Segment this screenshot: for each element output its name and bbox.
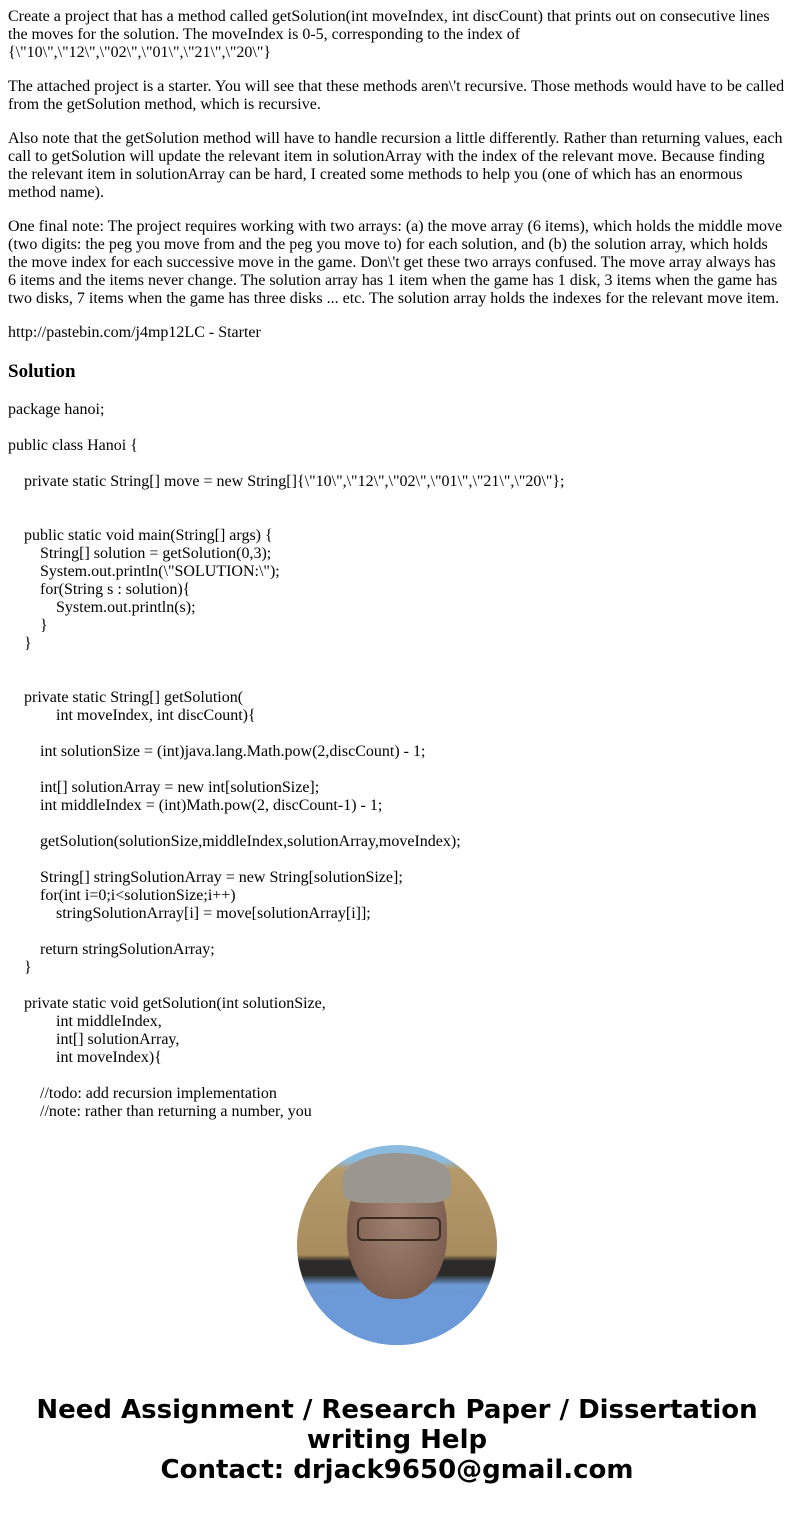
code-line — [8, 653, 786, 671]
code-line: getSolution(solutionSize,middleIndex,solutionArray,moveIndex); — [40, 833, 461, 850]
code-line: stringSolutionArray[i] = move[solutionArray[i]]; — [56, 905, 371, 922]
code-line — [8, 725, 786, 743]
code-line — [8, 509, 786, 527]
question — [8, 8, 786, 342]
question-paragraph: One final note: The project requires working with two arrays: (a) the move array (6 items), which holds the middle move (two digits: the peg you move from and the peg you move to) for each solution, and (b) the solution array, which holds the move index for each successive move in the game. Don\'t get these two arrays confused. The move array always has 6 items and the items never change. The solution array has 1 item when the game has 1 disk, 3 items when the game has two disks, 7 items when the game has three disks ... etc. The solution array holds the indexes for the relevant move item. — [8, 218, 783, 307]
code-line: private static String[] move = new String[]{\"10\",\"12\",\"02\",\"01\",\"21\",\"20\"}; — [24, 473, 565, 490]
solution-code — [8, 401, 786, 1121]
code-line: //todo: add recursion implementation — [40, 1085, 277, 1102]
code-line: int middleIndex, — [56, 1013, 162, 1030]
code-line: //note: rather than returning a number, you — [40, 1103, 312, 1120]
code-line — [8, 923, 786, 941]
contact-banner — [8, 1395, 786, 1485]
code-line: int[] solutionArray, — [56, 1031, 180, 1048]
contact-text: Contact: drjack9650@gmail.com — [160, 1455, 634, 1485]
code-line — [8, 977, 786, 995]
code-line: } — [24, 635, 32, 652]
help-text: Need Assignment / Research Paper / Dissertation writing Help — [36, 1395, 758, 1455]
code-line: int moveIndex, int discCount){ — [56, 707, 256, 724]
question-paragraph: The attached project is a starter. You will see that these methods aren\'t recursive. Those methods would have to be called from the getSolution method, which is recursive. — [8, 78, 785, 113]
question-paragraph: Create a project that has a method called getSolution(int moveIndex, int discCount) that prints out on consecutive lines the moves for the solution. The moveIndex is 0-5, corresponding to the index of {\"10\",\"12\",\"02\",\"01\",\"21\",\"20\"} — [8, 8, 770, 61]
code-line — [8, 419, 786, 437]
author-photo-container — [8, 1145, 786, 1345]
code-line: int[] solutionArray = new int[solutionSize]; — [40, 779, 320, 796]
code-line: for(int i=0;i<solutionSize;i++) — [40, 887, 236, 904]
code-line: } — [24, 959, 32, 976]
code-line — [8, 851, 786, 869]
code-line: String[] solution = getSolution(0,3); — [40, 545, 272, 562]
code-line: String[] stringSolutionArray = new String[solutionSize]; — [40, 869, 403, 886]
code-line: package hanoi; — [8, 401, 105, 418]
code-line: private static void getSolution(int solutionSize, — [24, 995, 326, 1012]
solution-heading: Solution — [8, 361, 76, 382]
code-line: int moveIndex){ — [56, 1049, 162, 1066]
code-line: return stringSolutionArray; — [40, 941, 215, 958]
code-line: int middleIndex = (int)Math.pow(2, discCount-1) - 1; — [40, 797, 383, 814]
author-photo — [297, 1145, 497, 1345]
code-line: System.out.println(s); — [56, 599, 196, 616]
code-line — [8, 455, 786, 473]
code-line — [8, 815, 786, 833]
code-line: public class Hanoi { — [8, 437, 138, 454]
code-line: private static String[] getSolution( — [24, 689, 244, 706]
code-line — [8, 761, 786, 779]
code-line — [8, 1067, 786, 1085]
code-line: int solutionSize = (int)java.lang.Math.pow(2,discCount) - 1; — [40, 743, 426, 760]
code-line: System.out.println(\"SOLUTION:\"); — [40, 563, 280, 580]
starter-link-text: http://pastebin.com/j4mp12LC - Starter — [8, 324, 261, 341]
code-line — [8, 671, 786, 689]
code-line: } — [40, 617, 48, 634]
question-paragraph: Also note that the getSolution method will have to handle recursion a little differently. Rather than returning values, each call to getSolution will update the relevant item in solutionArray with the index of the relevant move. Because finding the relevant item in solutionArray can be hard, I created some methods to help you (one of which has an enormous method name). — [8, 130, 783, 201]
code-line: for(String s : solution){ — [40, 581, 191, 598]
code-line: public static void main(String[] args) { — [24, 527, 273, 544]
code-line — [8, 491, 786, 509]
